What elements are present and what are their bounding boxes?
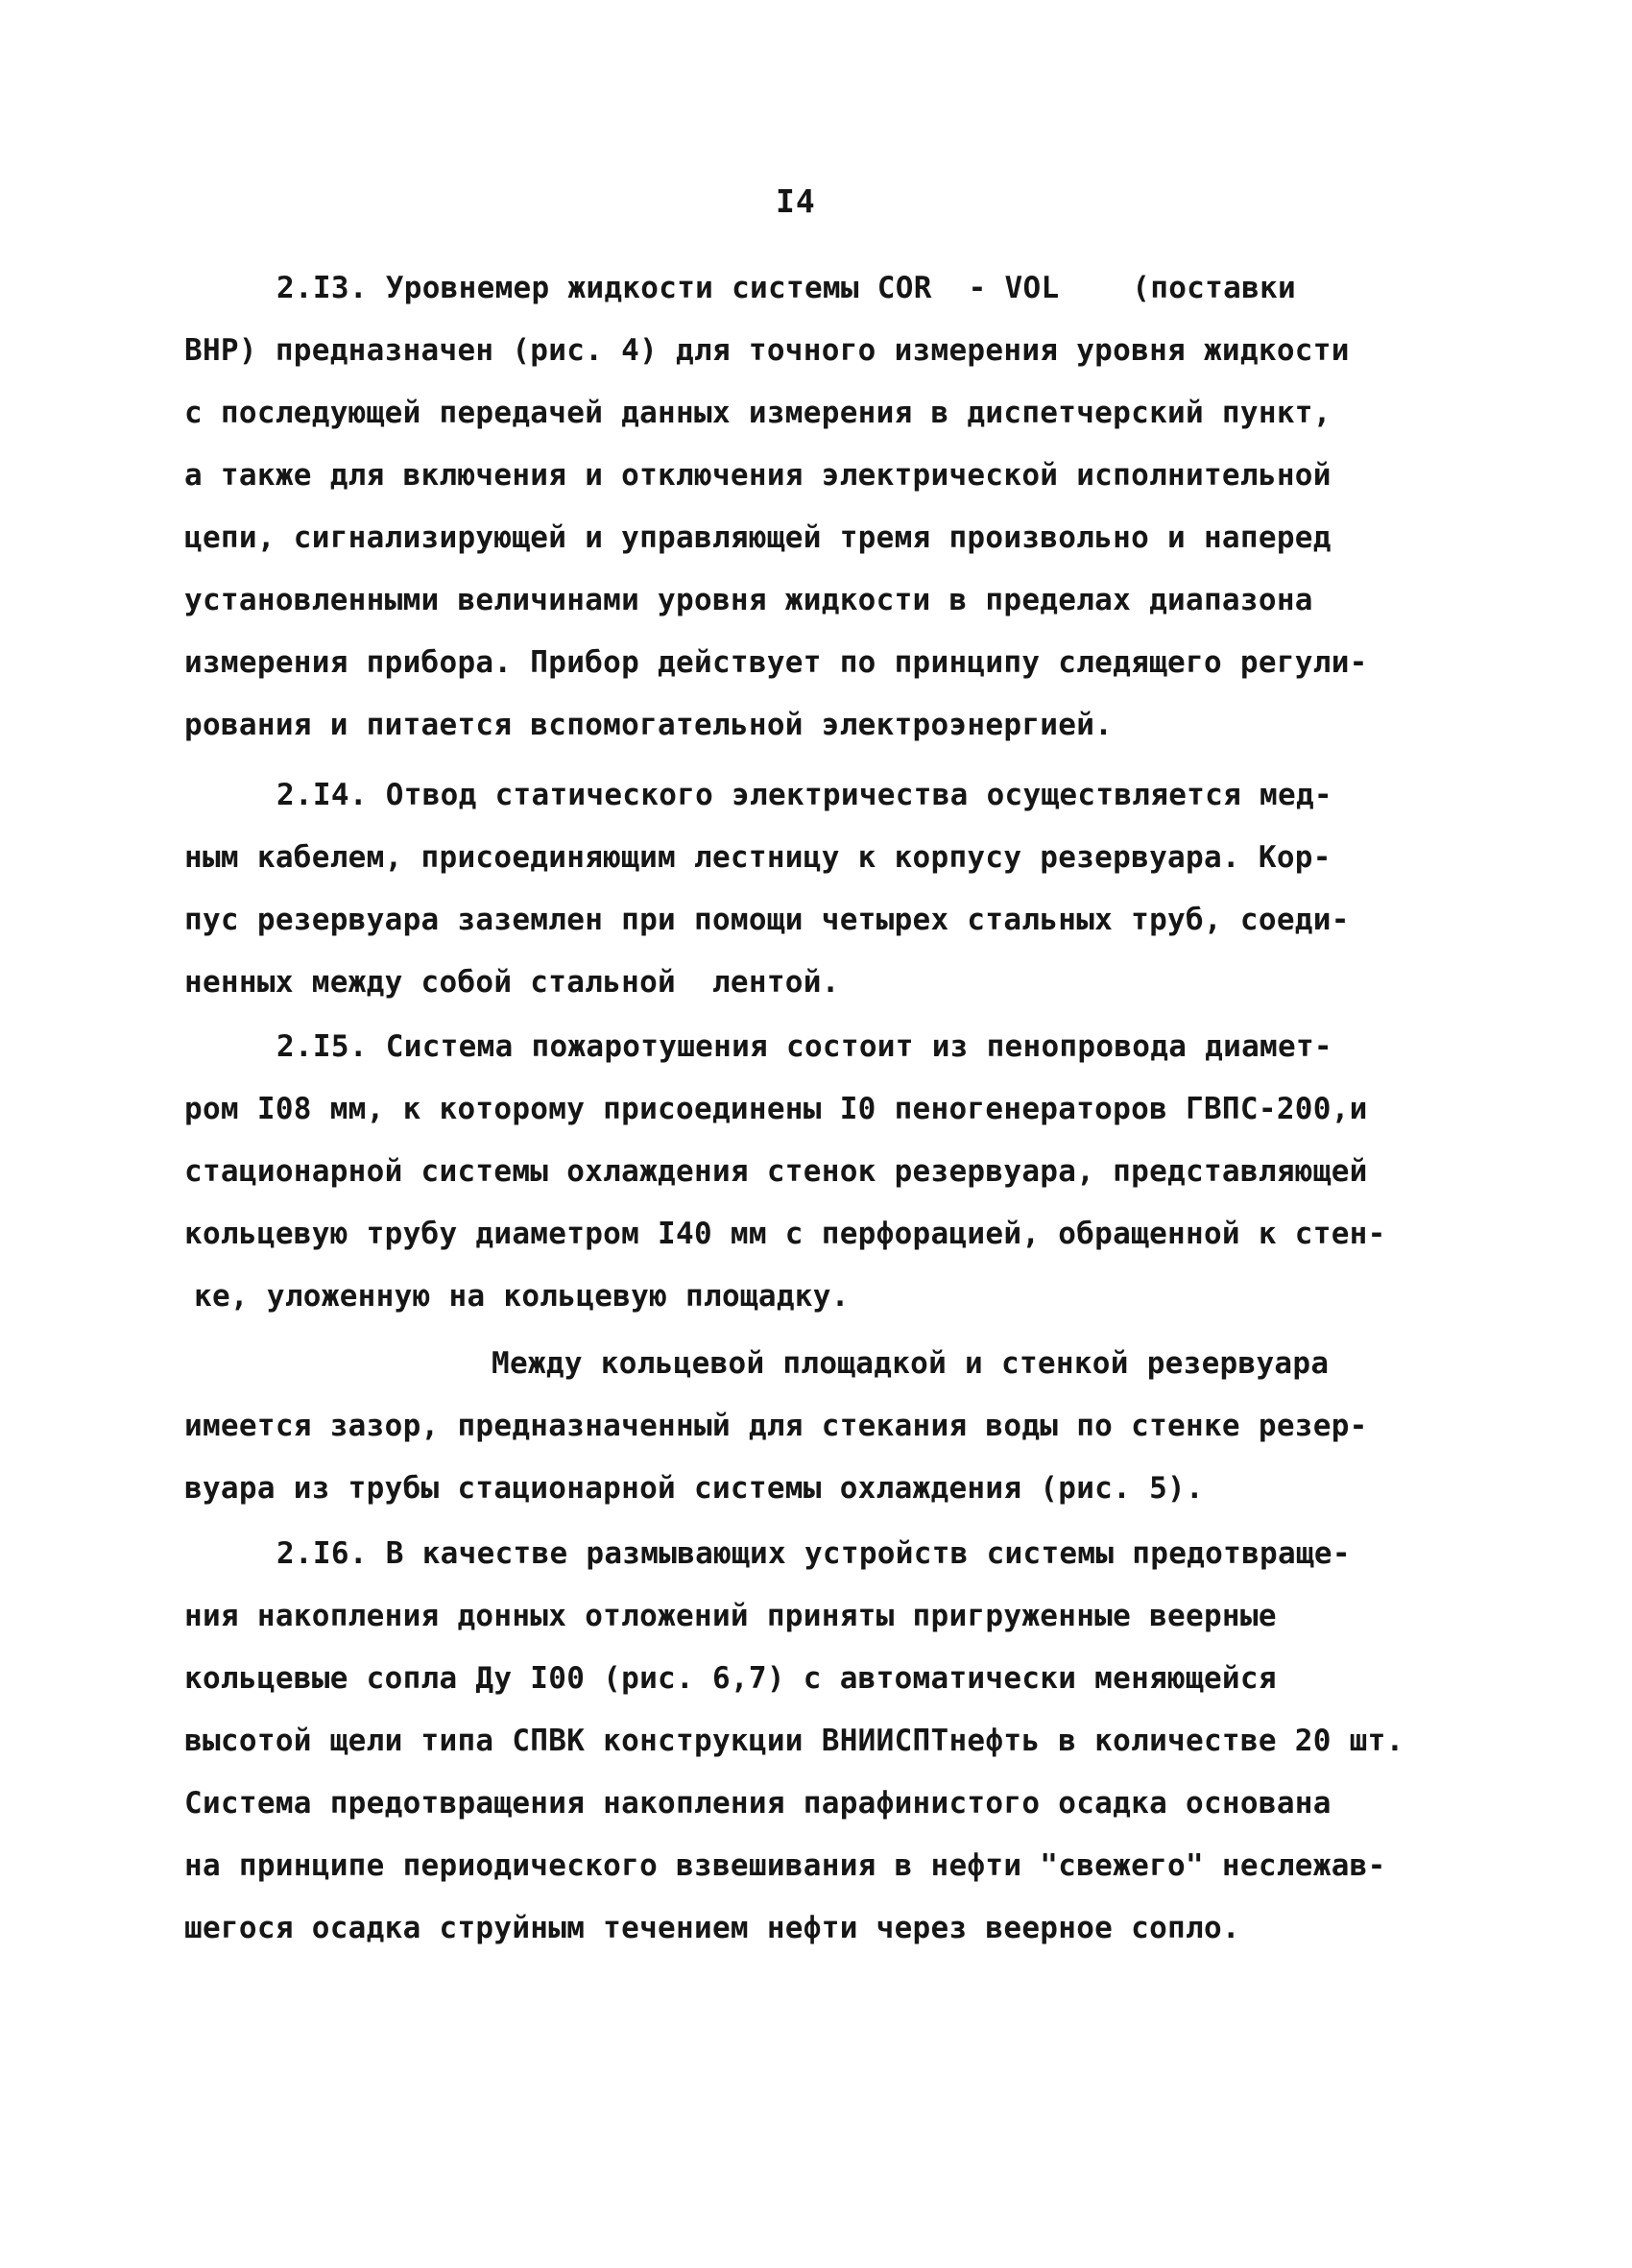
text-line: ром I08 мм, к которому присоединены I0 пеногенераторов ГВПС-200,и — [184, 1092, 1368, 1126]
text-line: имеется зазор, предназначенный для стекания воды по стенке резер- — [184, 1409, 1368, 1443]
text-line: рования и питается вспомогательной электроэнергией. — [184, 708, 1114, 742]
page-number: I4 — [776, 182, 816, 220]
text-line: 2.I6. В качестве размывающих устройств системы предотвраще- — [276, 1536, 1351, 1571]
text-line: ния накопления донных отложений приняты пригруженные веерные — [184, 1599, 1277, 1633]
text-line: измерения прибора. Прибор действует по принципу следящего регули- — [184, 645, 1368, 680]
text-line: Система предотвращения накопления парафинистого осадка основана — [184, 1786, 1332, 1821]
text-line: кольцевую трубу диаметром I40 мм с перфорацией, обращенной к стен- — [184, 1217, 1386, 1251]
text-line: цепи, сигнализирующей и управляющей тремя произвольно и наперед — [184, 520, 1332, 555]
text-line: 2.I3. Уровнемер жидкости системы COR - VOL (поставки — [276, 271, 1296, 305]
text-line: ВНР) предназначен (рис. 4) для точного измерения уровня жидкости — [184, 333, 1350, 368]
text-line: ненных между собой стальной лентой. — [184, 965, 840, 1000]
text-line: установленными величинами уровня жидкости в пределах диапазона — [184, 583, 1313, 617]
text-line: 2.I5. Система пожаротушения состоит из пенопровода диамет- — [276, 1029, 1332, 1064]
text-line: на принципе периодического взвешивания в нефти "свежего" неслежав- — [184, 1848, 1386, 1883]
text-line: с последующей передачей данных измерения в диспетчерский пункт, — [184, 396, 1332, 430]
text-line: кольцевые сопла Ду I00 (рис. 6,7) с автоматически меняющейся — [184, 1661, 1277, 1696]
text-line: Между кольцевой площадкой и стенкой резервуара — [492, 1346, 1330, 1381]
text-line: вуара из трубы стационарной системы охлаждения (рис. 5). — [184, 1471, 1204, 1506]
text-line: а также для включения и отключения электрической исполнительной — [184, 458, 1332, 493]
text-line: 2.I4. Отвод статического электричества осуществляется мед- — [276, 778, 1332, 812]
text-line: пус резервуара заземлен при помощи четырех стальных труб, соеди- — [184, 903, 1350, 937]
text-line: стационарной системы охлаждения стенок резервуара, представляющей — [184, 1154, 1368, 1189]
text-line: высотой щели типа СПВК конструкции ВНИИСПТнефть в количестве 20 шт. — [184, 1724, 1404, 1758]
text-line: ке, уложенную на кольцевую площадку. — [194, 1279, 850, 1314]
text-line: ным кабелем, присоединяющим лестницу к корпусу резервуара. Кор- — [184, 840, 1332, 875]
text-line: шегося осадка струйным течением нефти через веерное сопло. — [184, 1911, 1240, 1945]
